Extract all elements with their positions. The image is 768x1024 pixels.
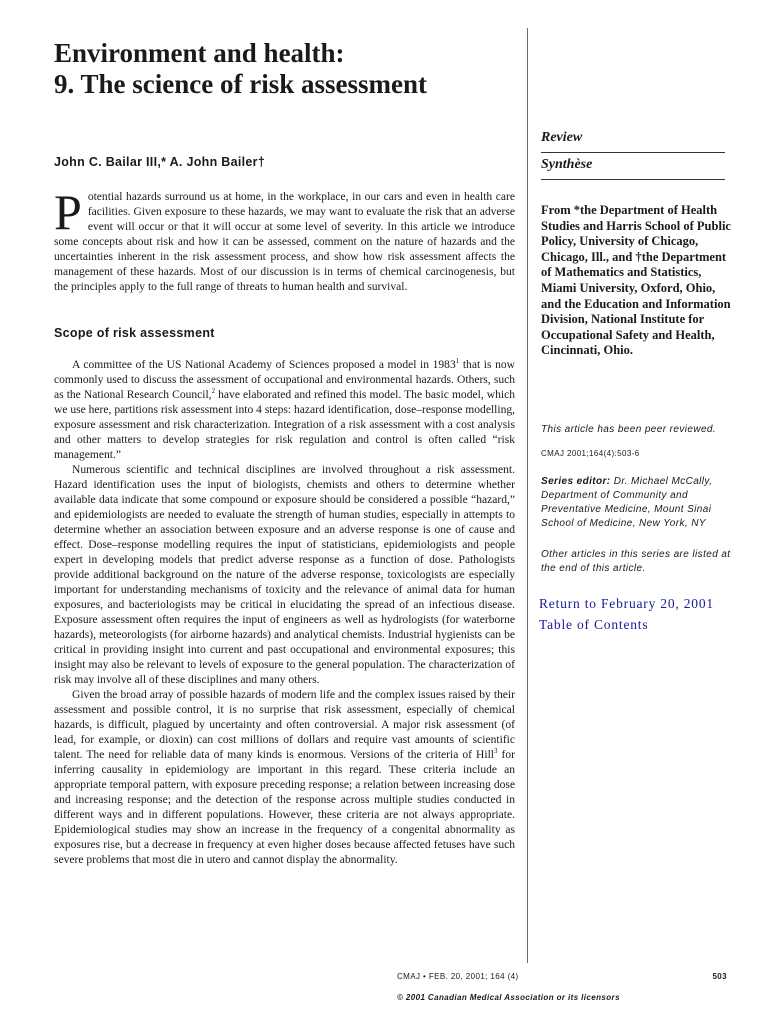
label-synthese: Synthèse bbox=[541, 157, 725, 180]
page-number: 503 bbox=[712, 972, 727, 981]
column-divider bbox=[527, 28, 528, 963]
label-review: Review bbox=[541, 130, 725, 153]
title-line-2: 9. The science of risk assessment bbox=[54, 69, 427, 99]
page-footer bbox=[397, 972, 727, 981]
paragraph-1: A committee of the US National Academy of Sciences proposed a model in 1983$^1$ that is now commonly used to discuss the assessment of occupational and environmental hazards. Others, such as the National Research Council,$^2$ have elaborated and refined this model. The basic model, which we use here, partitions risk assessment into 4 steps: hazard identification, dose–response modelling, exposure assessment and risk characterization. Integration of a risk assessment with a cost analysis and other matters to develop strategies for risk regulation and control is often called “risk management.” bbox=[54, 357, 516, 461]
section-heading: Scope of risk assessment bbox=[54, 326, 215, 340]
author-affiliations: From *the Department of Health Studies and Harris School of Public Policy, University of Chicago, Chicago, Ill., and †the Department of Mathematics and Statistics, Miami University, Oxford, Ohio, and the Education and Information Division, National Institute for Occupational Safety and Health, Cincinnati, Ohio. bbox=[541, 203, 731, 358]
paragraph-3: Given the broad array of possible hazards of modern life and the complex issues raised by their assessment and possible control, it is no surprise that risk assessment, especially of chemical hazards, is difficult, plagued by uncertainty and often controversial. A major risk assessment (of lead, for example, or dioxin) can cost millions of dollars and require vast amounts of scientific talent. The need for reliable data of many kinds is enormous. Versions of the criteria of Hill$^3$ for inferring causality in epidemiology are important in this regard. These criteria include an appropriate temporal pattern, with exposure preceding response; a relation between increasing dose and increasing response; and the detection of the response across multiple studies conducted in different ways and in different populations. However, these criteria are not always appropriate. Epidemiological studies may show an increase in the frequency of a congenital abnormality as exposures rise, but a decrease in frequency at even higher doses because affected fetuses have such severe problems that most die in utero and cannot display the abnormality. bbox=[54, 689, 515, 866]
author-line: John C. Bailar III,* A. John Bailer† bbox=[54, 155, 266, 169]
body-text bbox=[54, 358, 515, 868]
reference-2[interactable]: 2 bbox=[211, 387, 216, 396]
title-line-1: Environment and health: bbox=[54, 38, 345, 68]
other-articles-note: Other articles in this series are listed at the end of this article. bbox=[541, 549, 731, 574]
series-editor bbox=[541, 475, 731, 531]
copyright: © 2001 Canadian Medical Association or its licensors bbox=[397, 993, 620, 1002]
series-editor-label: Series editor: bbox=[541, 476, 611, 487]
intro-paragraph bbox=[54, 184, 515, 295]
peer-review-note: This article has been peer reviewed. bbox=[541, 424, 717, 435]
footer-journal: CMAJ • FEB. 20, 2001; 164 (4) bbox=[397, 972, 519, 981]
return-to-toc-link[interactable]: Return to February 20, 2001 Table of Contents bbox=[539, 596, 714, 632]
citation: CMAJ 2001;164(4):503-6 bbox=[541, 449, 640, 458]
intro-text: otential hazards surround us at home, in the workplace, in our cars and even in health care facilities. Given exposure to these hazards, we may want to evaluate the risk that an adverse event will occur or that it will occur at some level of severity. In this article we introduce some concepts about risk and how it can be assessed, comment on the nature of hazards and the uncertainties inherent in the risk assessment process, and show how risk assessment affects the management of these hazards. Most of our discussion is in terms of chemical carcinogenesis, but the principles apply to the full range of threats to human health and survival. bbox=[54, 191, 515, 293]
series-editor-text: Dr. Michael McCally, Department of Community and Preventative Medicine, Mount Sinai School of Medicine, New York, NY bbox=[541, 476, 713, 529]
paragraph-2: Numerous scientific and technical disciplines are involved throughout a risk assessment. Hazard identification uses the input of biologists, chemists and others to determine whether available data indicate that some compound or exposure should be considered a possible “hazard,” and epidemiologists are needed to evaluate the strength of human studies, especially in attempts to determine whether an association between exposure and an adverse response is one of cause and effect. Dose–response modelling requires the input of statisticians, epidemiologists and people expert in developing models that predict adverse response as a function of dose. Pathologists provide additional background on the nature of the adverse response, toxicologists are especially important for understanding mechanisms of toxicity and the relevance of animal data for human exposures, and bacteriologists may be critical in elucidating the spread of an infectious disease. Exposure assessment often requires the input of engineers as well as hydrologists (for waterborne hazards), meteorologists (for airborne hazards) and analytical chemists. Industrial hygienists can be critical in providing insight into current and past occupational and environmental exposures; this insight may also be relevant to levels of exposure to the general population. The characterization of risk may involve all of these disciplines and many others. bbox=[54, 464, 515, 686]
article-title bbox=[54, 38, 514, 100]
reference-3[interactable]: 3 bbox=[493, 747, 498, 756]
drop-cap: P bbox=[54, 184, 82, 240]
reference-1[interactable]: 1 bbox=[455, 357, 460, 366]
